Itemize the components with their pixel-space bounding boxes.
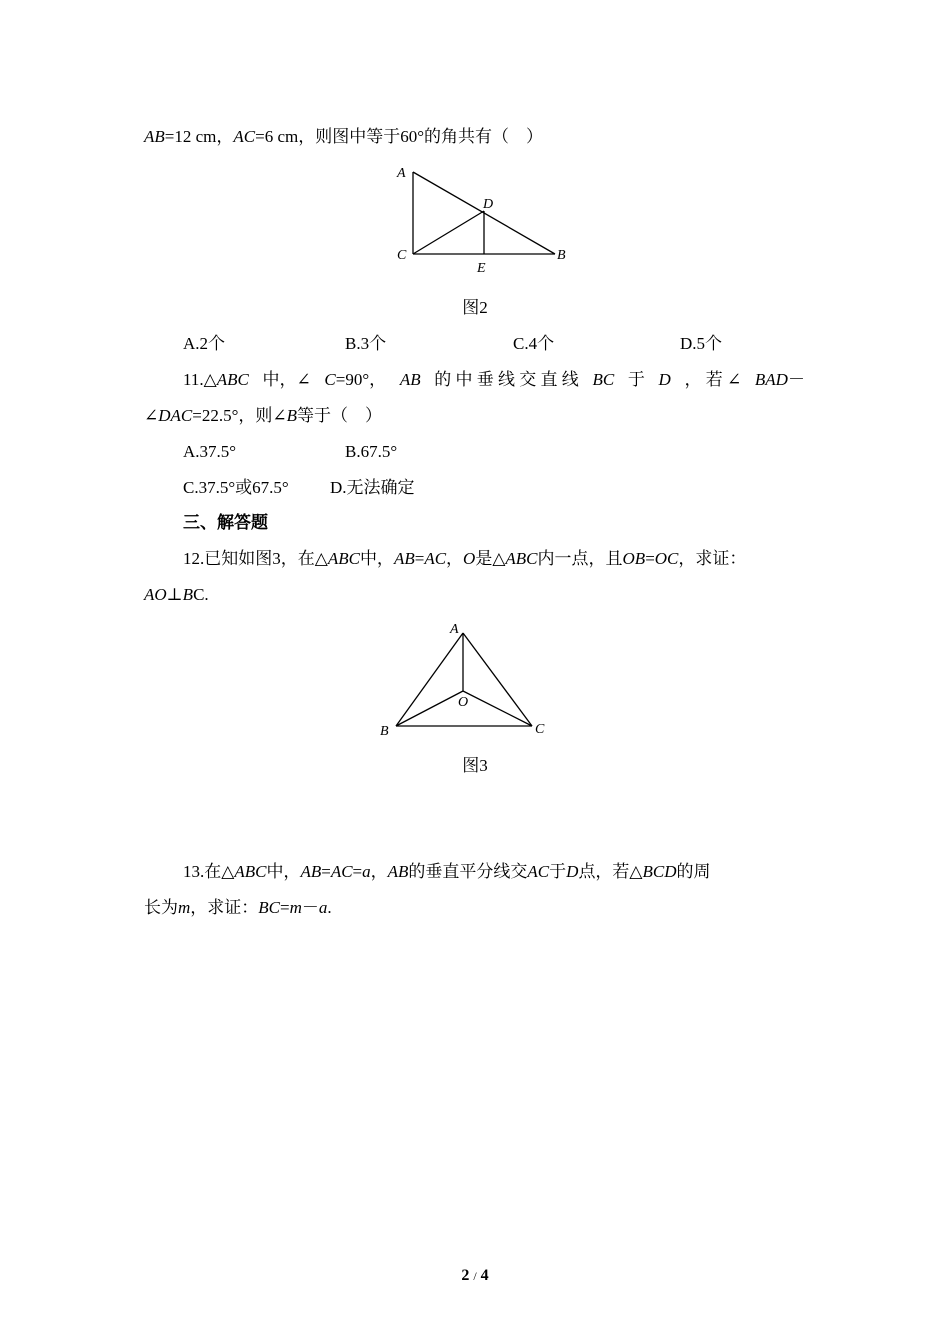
label-c: C — [397, 248, 407, 263]
label-b: B — [380, 724, 389, 739]
label-d: D — [483, 197, 494, 212]
question-12-line-1: 12.已知如图3，在△ABC中，AB=AC，O是△ABC内一点，且OB=OC，求证： — [183, 549, 747, 568]
var-ac: AC — [233, 127, 256, 146]
label-b: B — [557, 248, 566, 263]
label-a: A — [397, 166, 406, 181]
text-segment: =6 cm，则图中等于60°的角共有（ ） — [255, 127, 544, 146]
option-c: C.37.5°或67.5° — [183, 478, 289, 497]
page-number — [0, 1267, 950, 1285]
option-b: B.3个 — [345, 334, 387, 353]
segment-ac — [463, 633, 532, 726]
section-heading: 三、解答题 — [183, 513, 268, 532]
figure-3 — [370, 615, 560, 745]
var-ab: AB — [144, 127, 165, 146]
option-c: C.4个 — [513, 334, 555, 353]
segment-ab — [396, 633, 463, 726]
text-segment: =12 cm， — [164, 127, 234, 146]
label-o: O — [458, 695, 469, 710]
option-d: D.无法确定 — [330, 478, 415, 497]
figure-2 — [380, 158, 580, 278]
page-separator: / — [473, 1269, 477, 1283]
label-c: C — [535, 722, 545, 737]
segment-cd — [413, 211, 484, 254]
segment-oc — [463, 691, 532, 726]
question-11-line-2: ∠DAC=22.5°，则∠B等于（ ） — [144, 406, 383, 425]
question-12-line-2: AO⊥BC. — [144, 585, 209, 604]
segment-ob — [396, 691, 463, 726]
question-13-line-1: 13.在△ABC中，AB=AC=a，AB的垂直平分线交AC于D点，若△BCD的周 — [183, 862, 711, 881]
question-10-tail — [144, 126, 543, 148]
question-13-line-2: 长为m，求证：BC=m－a. — [144, 898, 332, 917]
page-current: 2 — [461, 1267, 470, 1284]
option-b: B.67.5° — [345, 442, 398, 461]
label-a: A — [450, 622, 459, 637]
page-total: 4 — [480, 1267, 489, 1284]
label-e: E — [477, 261, 486, 276]
figure-3-caption: 图3 — [462, 756, 488, 775]
question-11-line-1: 11.△ABC 中，∠ C=90°， AB 的 中 垂 线 交 直 线 BC 于 D ， 若 ∠ BAD－ — [183, 370, 805, 389]
option-d: D.5个 — [680, 334, 723, 353]
figure-2-caption: 图2 — [462, 298, 488, 317]
option-a: A.2个 — [183, 334, 226, 353]
option-a: A.37.5° — [183, 442, 237, 461]
